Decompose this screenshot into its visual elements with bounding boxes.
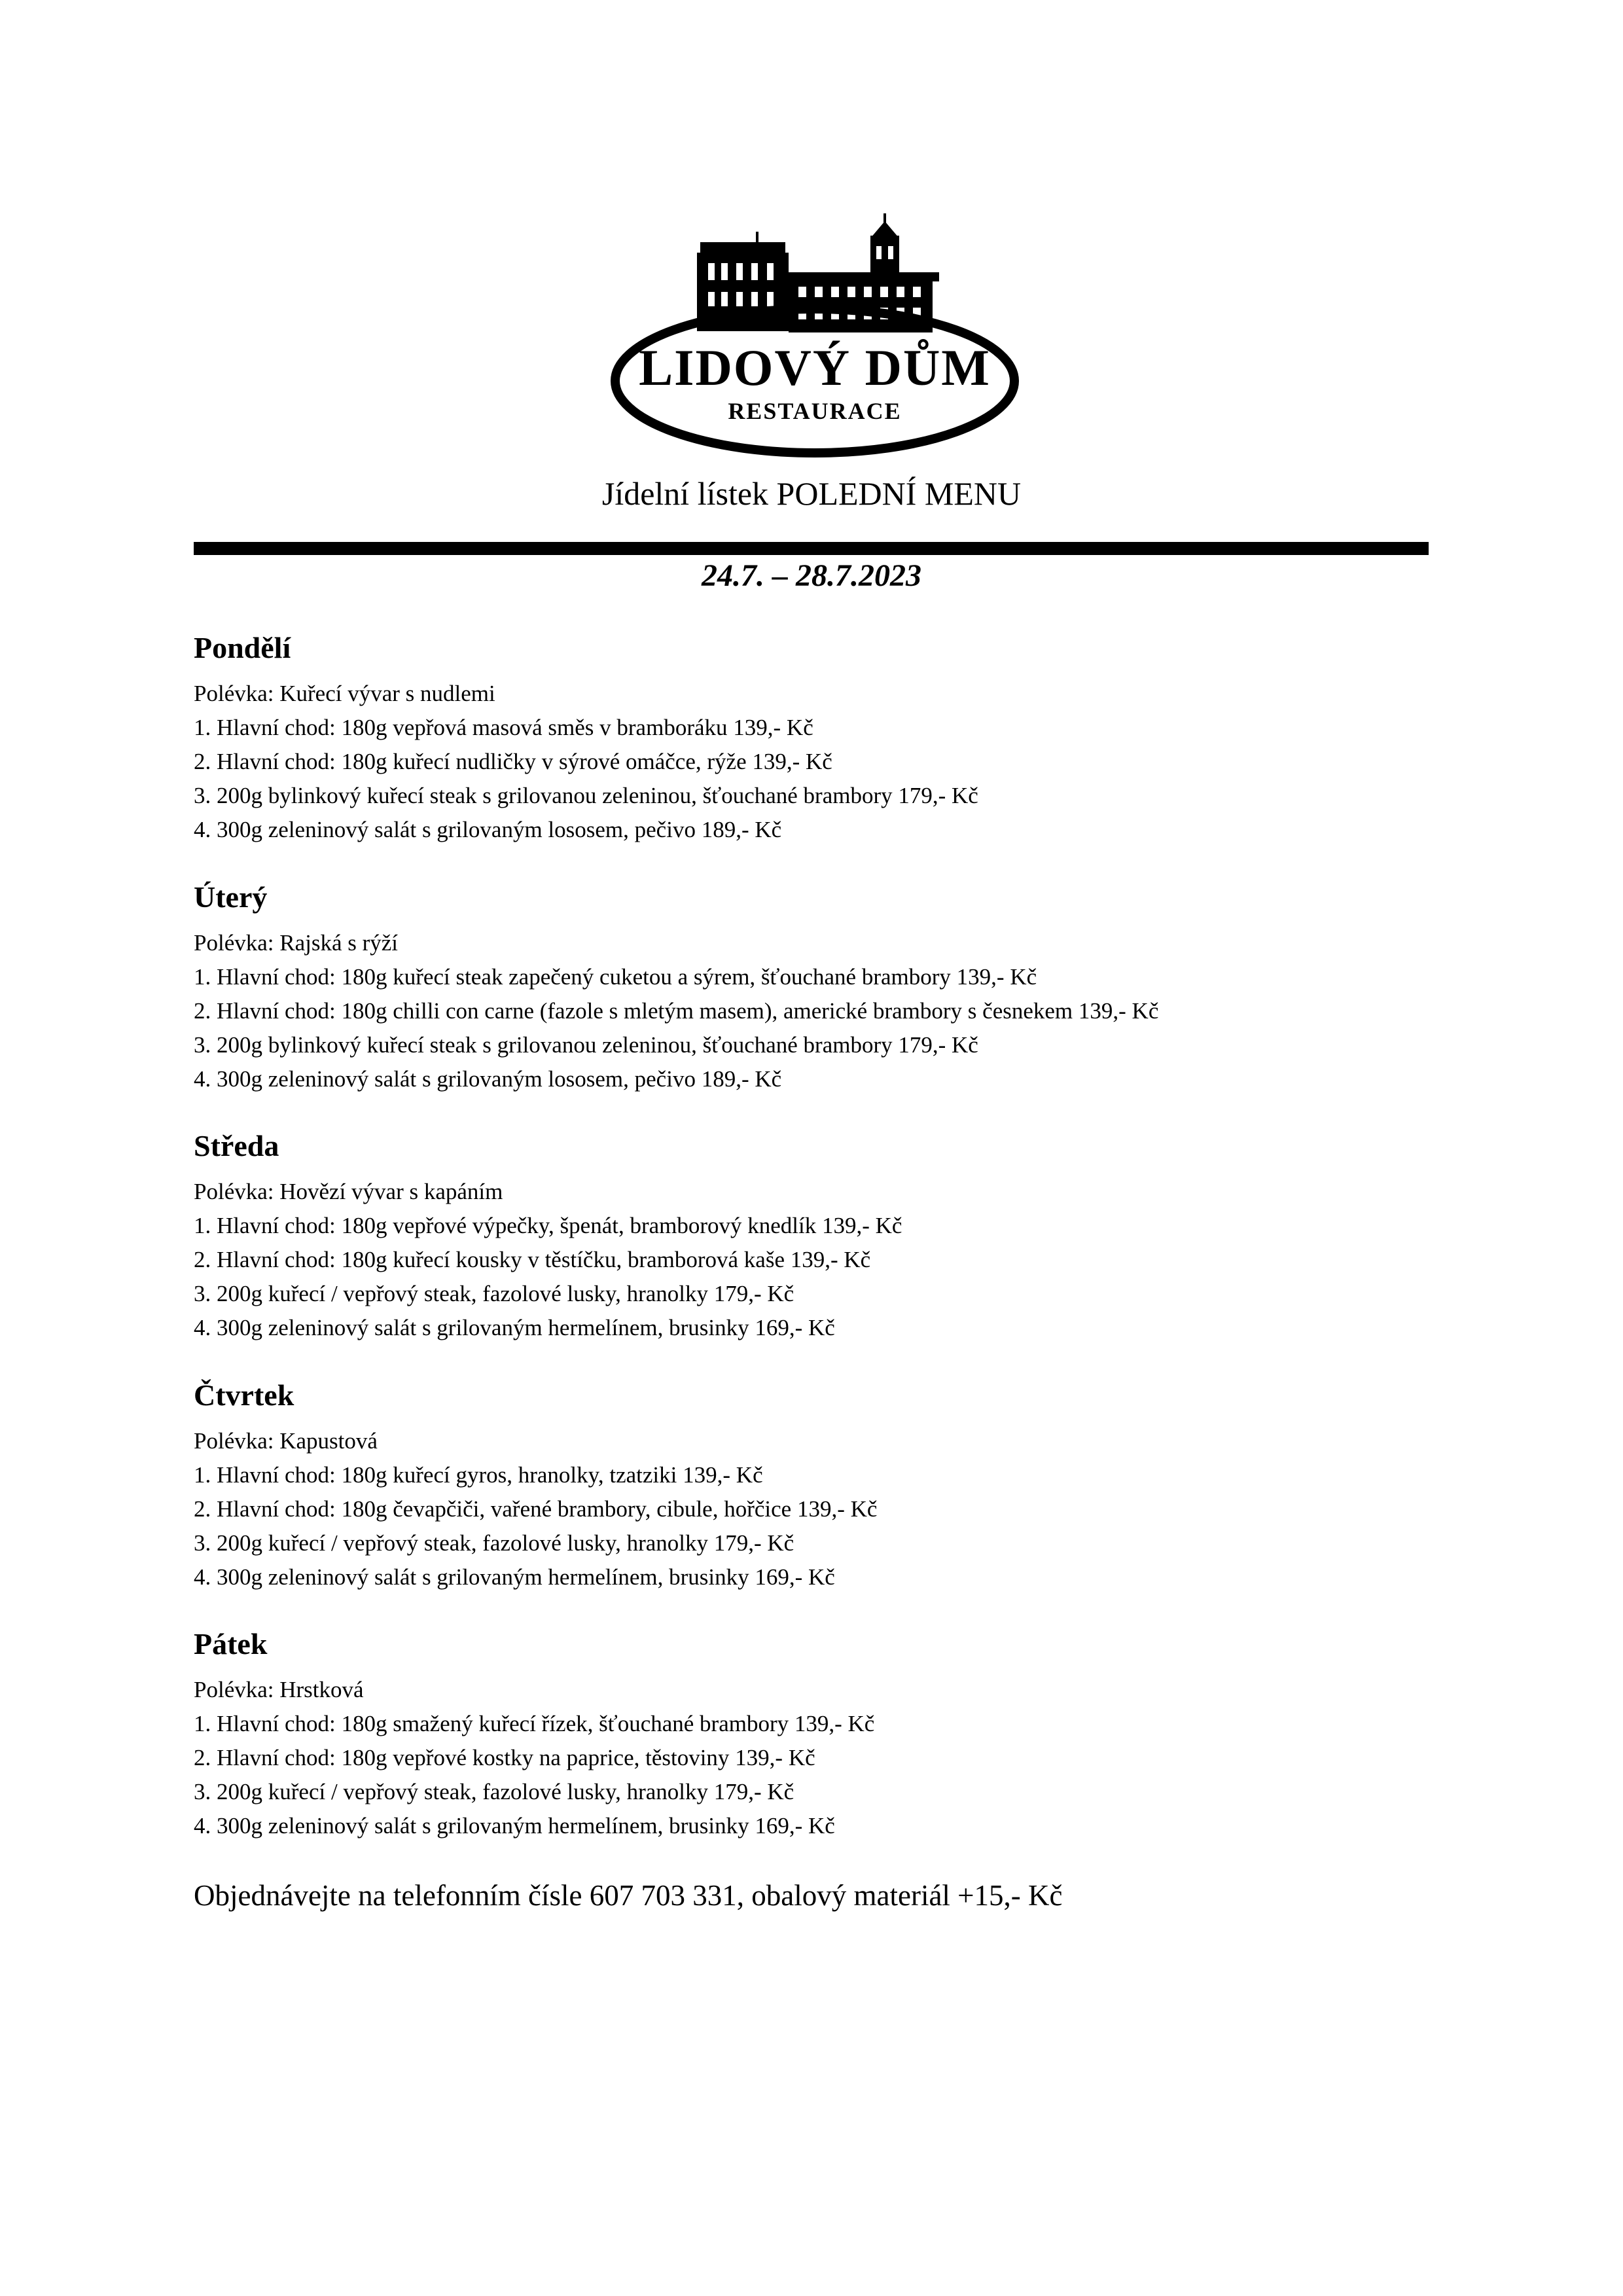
menu-title: Jídelní lístek POLEDNÍ MENU: [601, 475, 1022, 512]
order-info: Objednávejte na telefonním čísle 607 703 331, obalový materiál +15,- Kč: [194, 1879, 1063, 1912]
soup-line: Polévka: Rajská s rýží: [194, 930, 399, 956]
logo-subtitle: RESTAURACE: [728, 398, 902, 424]
menu-item: 2. Hlavní chod: 180g chilli con carne (fazole s mletým masem), americké brambory s česnekem 139,- Kč: [194, 998, 1159, 1024]
menu-item: 3. 200g kuřecí / vepřový steak, fazolové lusky, hranolky 179,- Kč: [194, 1779, 794, 1804]
logo-name: LIDOVÝ DŮM: [639, 339, 991, 396]
menu-item: 4. 300g zeleninový salát s grilovaným hermelínem, brusinky 169,- Kč: [194, 1564, 835, 1590]
date-range: 24.7. – 28.7.2023: [702, 558, 921, 593]
day-name: Čtvrtek: [194, 1378, 294, 1412]
day-section-tuesday: [194, 879, 1158, 1096]
menu-item: 4. 300g zeleninový salát s grilovaným hermelínem, brusinky 169,- Kč: [194, 1315, 835, 1340]
menu-item: 3. 200g bylinkový kuřecí steak s grilovanou zeleninou, šťouchané brambory 179,- Kč: [194, 1032, 978, 1058]
menu-item: 2. Hlavní chod: 180g čevapčiči, vařené brambory, cibule, hořčice 139,- Kč: [194, 1496, 878, 1522]
menu-item: 4. 300g zeleninový salát s grilovaným lososem, pečivo 189,- Kč: [194, 1066, 782, 1092]
day-section-wednesday: [194, 1128, 902, 1345]
soup-line: Polévka: Kuřecí vývar s nudlemi: [194, 681, 495, 706]
day-name: Pátek: [194, 1627, 268, 1660]
menu-item: 1. Hlavní chod: 180g smažený kuřecí řízek, šťouchané brambory 139,- Kč: [194, 1711, 875, 1736]
day-name: Úterý: [194, 880, 268, 914]
day-section-thursday: [194, 1377, 877, 1594]
menu-item: 1. Hlavní chod: 180g kuřecí steak zapečený cuketou a sýrem, šťouchané brambory 139,- Kč: [194, 964, 1037, 990]
menu-item: 2. Hlavní chod: 180g vepřové kostky na paprice, těstoviny 139,- Kč: [194, 1745, 815, 1770]
day-name: Pondělí: [194, 631, 291, 664]
header-divider: [194, 542, 1429, 555]
soup-line: Polévka: Kapustová: [194, 1428, 378, 1454]
menu-item: 4. 300g zeleninový salát s grilovaným hermelínem, brusinky 169,- Kč: [194, 1813, 835, 1839]
day-name: Středa: [194, 1129, 279, 1162]
soup-line: Polévka: Hrstková: [194, 1677, 364, 1702]
menu-item: 3. 200g kuřecí / vepřový steak, fazolové lusky, hranolky 179,- Kč: [194, 1281, 794, 1306]
menu-item: 1. Hlavní chod: 180g kuřecí gyros, hranolky, tzatziki 139,- Kč: [194, 1462, 763, 1488]
menu-item: 2. Hlavní chod: 180g kuřecí kousky v těstíčku, bramborová kaše 139,- Kč: [194, 1247, 871, 1272]
menu-item: 3. 200g kuřecí / vepřový steak, fazolové lusky, hranolky 179,- Kč: [194, 1530, 794, 1556]
menu-item: 4. 300g zeleninový salát s grilovaným lososem, pečivo 189,- Kč: [194, 817, 782, 842]
day-section-monday: [194, 630, 978, 847]
menu-item: 2. Hlavní chod: 180g kuřecí nudličky v sýrové omáčce, rýže 139,- Kč: [194, 749, 832, 774]
menu-item: 1. Hlavní chod: 180g vepřové výpečky, špenát, bramborový knedlík 139,- Kč: [194, 1213, 902, 1238]
restaurant-logo: [602, 209, 1027, 458]
day-section-friday: [194, 1626, 874, 1843]
menu-item: 1. Hlavní chod: 180g vepřová masová směs v bramboráku 139,- Kč: [194, 715, 813, 740]
soup-line: Polévka: Hovězí vývar s kapáním: [194, 1179, 503, 1204]
menu-item: 3. 200g bylinkový kuřecí steak s grilovanou zeleninou, šťouchané brambory 179,- Kč: [194, 783, 978, 808]
